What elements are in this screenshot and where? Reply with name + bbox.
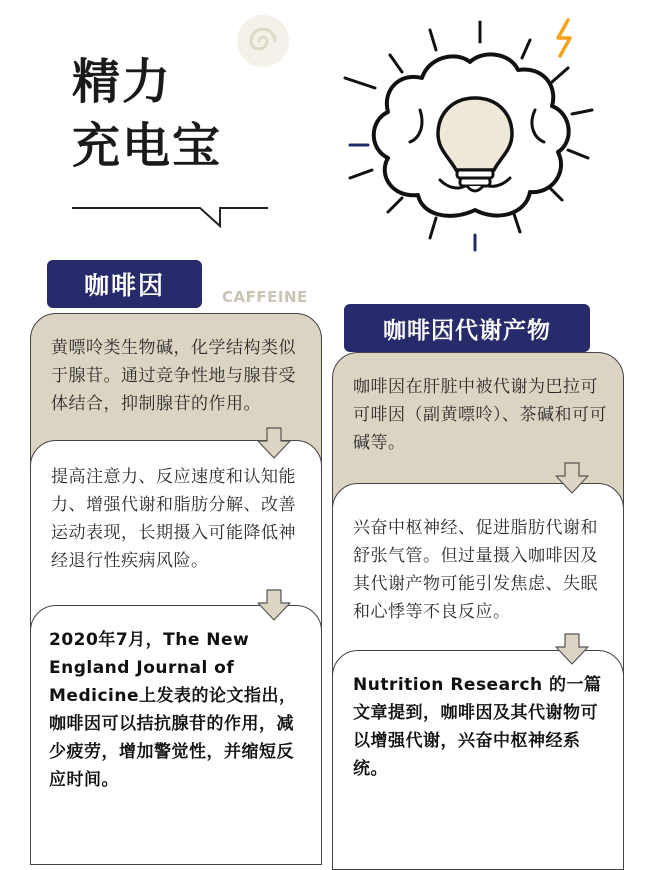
metabolites-pill bbox=[344, 304, 590, 352]
down-arrow-icon bbox=[555, 462, 589, 494]
caffeine-english-label: CAFFEINE bbox=[222, 288, 308, 306]
swirl-decoration bbox=[232, 10, 294, 72]
right-card-3 bbox=[332, 650, 624, 870]
left-column bbox=[30, 255, 322, 842]
title-line-1: 精力 bbox=[72, 54, 173, 110]
right-card-1-text: 咖啡因在肝脏中被代谢为巴拉可可啡因（副黄嘌呤）、茶碱和可可碱等。 bbox=[353, 377, 607, 453]
down-arrow-icon bbox=[257, 589, 291, 621]
down-arrow-icon bbox=[555, 633, 589, 665]
title-underline bbox=[70, 196, 270, 230]
metabolites-pill-label: 咖啡因代谢产物 bbox=[383, 317, 551, 344]
down-arrow-icon bbox=[257, 427, 291, 459]
title-line-2: 充电宝 bbox=[72, 118, 223, 174]
right-card-2-text: 兴奋中枢神经、促进脂肪代谢和舒张气管。但过量摄入咖啡因及其代谢产物可能引发焦虑、失眠和心悸等不良反应。 bbox=[353, 518, 598, 622]
right-column bbox=[332, 300, 624, 842]
caffeine-pill-label: 咖啡因 bbox=[83, 271, 165, 300]
brain-bulb-illustration bbox=[330, 10, 620, 255]
left-card-1-text: 黄嘌呤类生物碱，化学结构类似于腺苷。通过竞争性地与腺苷受体结合，抑制腺苷的作用。 bbox=[51, 338, 296, 414]
left-card-3 bbox=[30, 605, 322, 865]
left-card-2-text: 提高注意力、反应速度和认知能力、增强代谢和脂肪分解、改善运动表现，长期摄入可能降低神经退行性疾病风险。 bbox=[51, 467, 296, 571]
left-card-3-text: 2020年7月，The New England Journal of Medicine上发表的论文指出，咖啡因可以拮抗腺苷的作用，减少疲劳，增加警觉性，并缩短反应时间。 bbox=[49, 630, 297, 790]
right-card-3-text: Nutrition Research 的一篇文章提到，咖啡因及其代谢物可以增强代谢，兴奋中枢神经系统。 bbox=[353, 675, 602, 779]
caffeine-pill bbox=[47, 260, 202, 308]
